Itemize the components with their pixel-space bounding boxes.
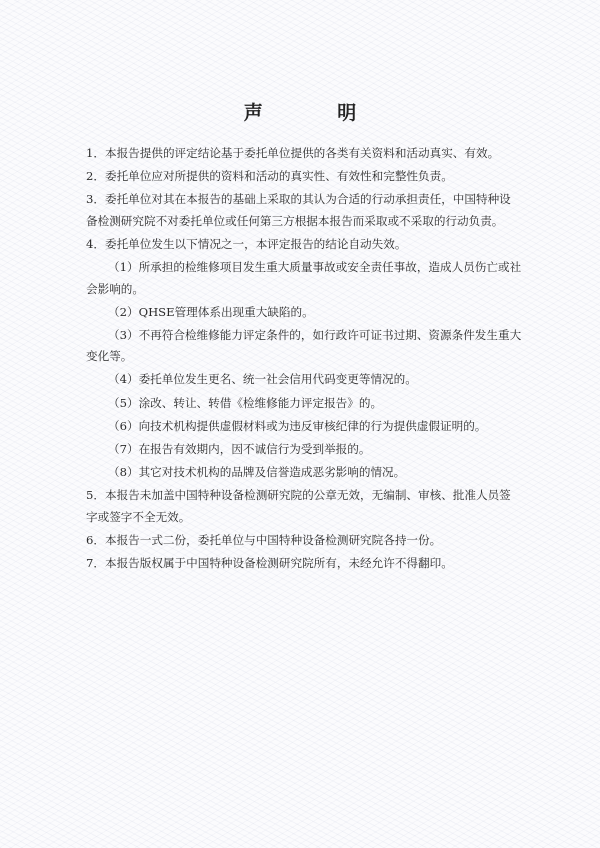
declaration-item-7: 7．本报告版权属于中国特种设备检测研究院所有，未经允许不得翻印。 bbox=[86, 555, 453, 570]
declaration-item-3: 3．委托单位对其在本报告的基础上采取的其认为合适的行动承担责任，中国特种设备检测研究院不对委托单位或任何第三方根据本报告而采取或不采取的行动负责。 bbox=[86, 192, 511, 228]
condition-item-5: （5）涂改、转让、转借《检维修能力评定报告》的。 bbox=[108, 395, 383, 410]
declaration-item-2: 2．委托单位应对所提供的资料和活动的真实性、有效性和完整性负责。 bbox=[86, 169, 453, 184]
declaration-item-4: 4．委托单位发生以下情况之一，本评定报告的结论自动失效。 bbox=[86, 236, 407, 251]
condition-item-1: （1）所承担的检维修项目发生重大质量事故或安全责任事故，造成人员伤亡或社会影响的。 bbox=[86, 259, 522, 296]
condition-item-2: （2）QHSE管理体系出现重大缺陷的。 bbox=[108, 304, 314, 319]
page-title: 声 明 bbox=[243, 102, 391, 124]
declaration-body bbox=[86, 143, 522, 576]
condition-item-4: （4）委托单位发生更名、统一社会信用代码变更等情况的。 bbox=[108, 372, 417, 387]
declaration-item-1: 1．本报告提供的评定结论基于委托单位提供的各类有关资料和活动真实、有效。 bbox=[86, 146, 500, 160]
declaration-item-6: 6．本报告一式二份，委托单位与中国特种设备检测研究院各持一份。 bbox=[86, 532, 442, 547]
condition-item-8: （8）其它对技术机构的品牌及信誉造成恶劣影响的情况。 bbox=[108, 464, 406, 479]
condition-item-6: （6）向技术机构提供虚假材料或为违反审核纪律的行为提供虚假证明的。 bbox=[108, 418, 487, 433]
declaration-item-5: 5．本报告未加盖中国特种设备检测研究院的公章无效，无编制、审核、批准人员签字或签字不全无效。 bbox=[86, 487, 511, 524]
condition-item-7: （7）在报告有效期内，因不诚信行为受到举报的。 bbox=[108, 441, 371, 456]
condition-item-3: （3）不再符合检维修能力评定条件的，如行政许可证书过期、资源条件发生重大变化等。 bbox=[86, 327, 522, 364]
